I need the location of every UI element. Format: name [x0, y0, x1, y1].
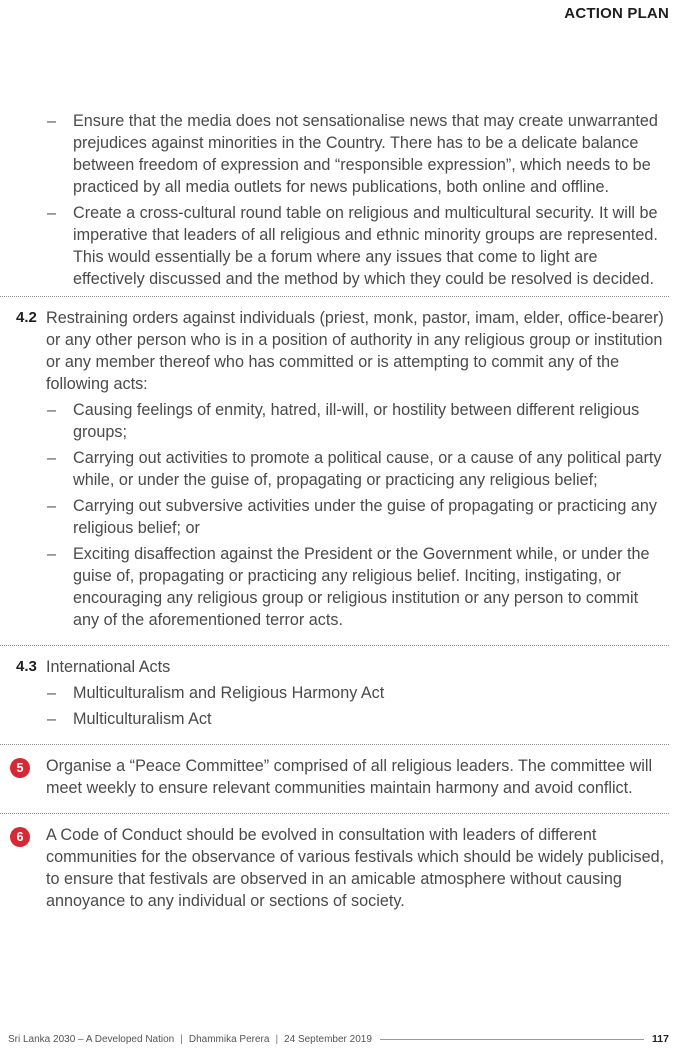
section-6	[0, 814, 689, 926]
dash-bullet-icon: –	[47, 684, 57, 702]
section-number: 4.2	[16, 309, 37, 326]
page-header-title: ACTION PLAN	[564, 5, 669, 22]
intro-bullet-list	[0, 110, 689, 290]
section-bullet-list	[46, 399, 665, 631]
section-number-badge: 6	[10, 827, 30, 847]
section-4-2	[0, 297, 689, 645]
dash-bullet-icon: –	[47, 449, 57, 467]
footer-date: 24 September 2019	[284, 1033, 372, 1045]
list-item-text: Exciting disaffection against the President or the Government while, or under the guise of, propagating or practicing any religious belief. Inciting, instigating, or encouraging any religious group or religious institution or any person to commit any of the aforementioned terror acts.	[73, 545, 650, 629]
footer-author: Dhammika Perera	[188, 1033, 270, 1045]
list-item-text: Ensure that the media does not sensationalise news that may create unwarranted prejudices against minorities in the Country. There has to be a delicate balance between freedom of expression and “responsible expression”, which needs to be practiced by all media outlets for news publications, both online and offline.	[73, 112, 658, 196]
footer-rule	[380, 1039, 644, 1040]
page-number: 117	[652, 1033, 669, 1045]
dash-bullet-icon: –	[47, 710, 57, 728]
dash-bullet-icon: –	[47, 112, 57, 130]
section-number-badge: 5	[10, 758, 30, 778]
footer-publication: Sri Lanka 2030 – A Developed Nation	[8, 1033, 175, 1045]
section-4-3	[0, 646, 689, 744]
section-number: 4.3	[16, 658, 37, 675]
footer-separator: |	[180, 1033, 183, 1045]
section-text: International Acts	[46, 658, 171, 676]
list-item	[46, 682, 665, 704]
list-item-text: Multiculturalism Act	[73, 710, 212, 728]
list-item-text: Create a cross-cultural round table on religious and multicultural security. It will be imperative that leaders of all religious and ethnic minority groups are represented. This would essentially be a forum where any issues that come to light are effectively discussed and the method by which they could be resolved is decided.	[73, 204, 658, 288]
list-item	[46, 543, 665, 631]
list-item-text: Causing feelings of enmity, hatred, ill-will, or hostility between different religious groups;	[73, 401, 640, 441]
section-text: Restraining orders against individuals (priest, monk, pastor, imam, elder, office-bearer) or any other person who is in a position of authority in any religious group or institution or any member thereof who has committed or is attempting to commit any of the following acts:	[46, 309, 664, 393]
list-item-text: Carrying out subversive activities under the guise of propagating or practicing any religious belief; or	[73, 497, 657, 537]
section-5	[0, 745, 689, 813]
list-item-text: Carrying out activities to promote a political cause, or a cause of any political party while, or under the guise of, propagating or practicing any religious belief;	[73, 449, 662, 489]
page-footer	[8, 1033, 669, 1045]
list-item	[46, 447, 665, 491]
section-text: A Code of Conduct should be evolved in consultation with leaders of different communities for the observance of various festivals which should be widely publicised, to ensure that festivals are observed in an amicable atmosphere without causing annoyance to any individual or sections of society.	[46, 826, 665, 910]
list-item	[46, 495, 665, 539]
list-item	[0, 202, 689, 290]
dash-bullet-icon: –	[47, 545, 57, 563]
list-item	[46, 399, 665, 443]
list-item	[46, 708, 665, 730]
list-item	[0, 110, 689, 198]
section-text: Organise a “Peace Committee” comprised of all religious leaders. The committee will meet weekly to ensure relevant communities maintain harmony and avoid conflict.	[46, 757, 653, 797]
page-content	[0, 110, 689, 926]
dash-bullet-icon: –	[47, 401, 57, 419]
footer-separator: |	[275, 1033, 279, 1045]
dash-bullet-icon: –	[47, 497, 57, 515]
section-bullet-list	[46, 682, 665, 730]
dash-bullet-icon: –	[47, 204, 57, 222]
list-item-text: Multiculturalism and Religious Harmony Act	[73, 684, 385, 702]
